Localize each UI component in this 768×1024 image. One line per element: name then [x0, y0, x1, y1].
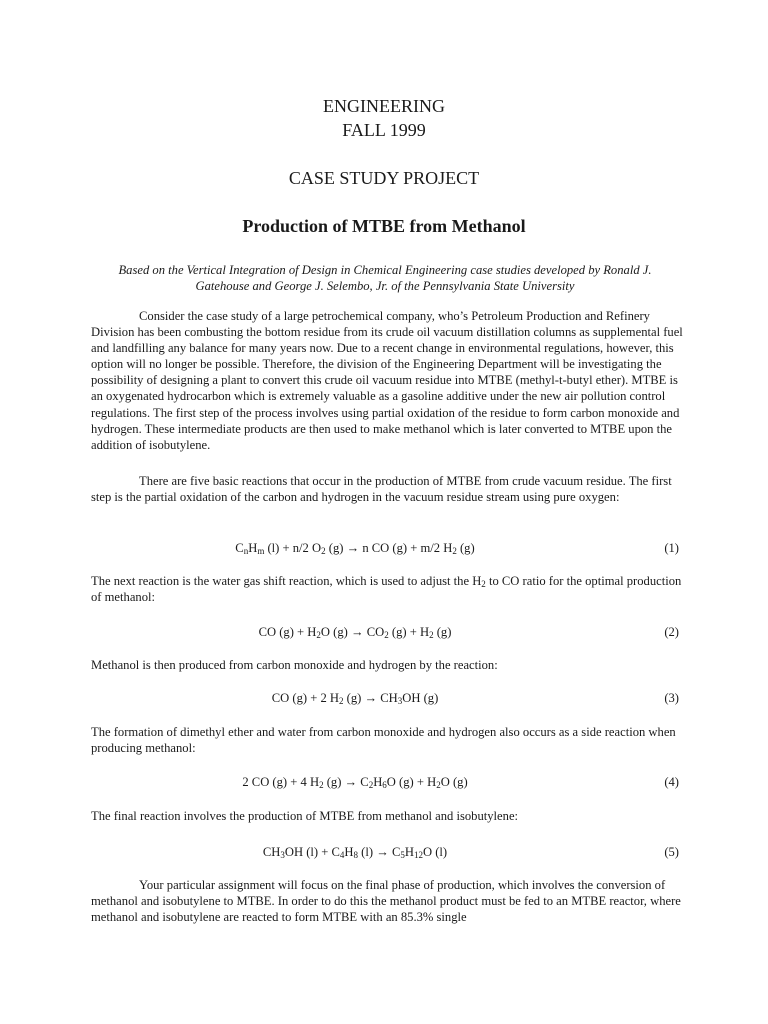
- paragraph-shift: The next reaction is the water gas shift reaction, which is used to adjust the $H_2$ to CO ratio for the optimal production of methanol:: [91, 574, 682, 605]
- equation-1-formula: $C_nH_m$ (l) + n/2 $O_2$ (g) → n CO (g) + m/2 $H_2$ (g): [235, 541, 475, 556]
- header-engineering: ENGINEERING: [323, 96, 445, 116]
- attribution-line-1: Based on the Vertical Integration of Design in Chemical Engineering case studies developed by Ronald J.: [118, 263, 652, 277]
- equation-2-number: (2): [664, 625, 679, 639]
- paragraph-reactions: There are five basic reactions that occur in the production of MTBE from crude vacuum residue. The first step is the partial oxidation of the carbon and hydrogen in the vacuum residue stream using pure oxygen:: [91, 474, 672, 505]
- paragraph-dme: The formation of dimethyl ether and water from carbon monoxide and hydrogen also occurs as a side reaction when producing methanol:: [91, 725, 676, 756]
- equation-3-number: (3): [664, 691, 679, 705]
- equation-5: [91, 843, 679, 861]
- equation-4-number: (4): [664, 775, 679, 789]
- paragraph-final: The final reaction involves the production of MTBE from methanol and isobutylene:: [91, 809, 519, 823]
- equation-5-formula: $CH_3OH$ $(l) + C_4H_8$ $(l) \to C_5H_{12}O$ (l): [262, 845, 448, 860]
- document-title: Production of MTBE from Methanol: [242, 216, 526, 236]
- paragraph-assignment: Your particular assignment will focus on the final phase of production, which involves the conversion of methanol and isobutylene to MTBE. In order to do this the methanol product must be fed to an MTBE reactor, where methanol and isobutylene are reacted to form MTBE with an 85.3% single: [91, 878, 681, 925]
- paragraph-methanol: Methanol is then produced from carbon monoxide and hydrogen by the reaction:: [91, 658, 498, 672]
- equation-5-number: (5): [664, 845, 679, 859]
- header-term: FALL 1999: [342, 120, 426, 140]
- attribution: [90, 262, 680, 294]
- equation-2: [91, 623, 679, 641]
- equation-4-formula: 2 CO (g) + 4 $H_2$ $(g) \to C_2H_6O$ $(g) + H_2O$ (g): [242, 775, 468, 790]
- header-project: CASE STUDY PROJECT: [288, 168, 480, 188]
- equation-2-formula: CO $(g) + H_2O$ $(g) \to CO_2$ $(g) + H_2$ (g): [258, 625, 452, 640]
- paragraph-intro: Consider the case study of a large petrochemical company, who’s Petroleum Production and Refinery Division has been combusting the bottom residue from its crude oil vacuum distillation columns as supplemental fuel and landfilling any balance for many years now. Due to a recent change in environmental regulations, however, this option will no longer be possible. Therefore, the division of the Engineering Department will be investigating the possibility of designing a plant to convert this crude oil vacuum residue into MTBE (methyl-t-butyl ether). MTBE is an oxygenated hydrocarbon which is extremely valuable as a gasoline additive under the new air pollution control regulations. The first step of the process involves using partial oxidation of the residue to form carbon monoxide and hydrogen. These intermediate products are then used to make methanol which is later converted to MTBE upon the addition of isobutylene.: [91, 309, 683, 452]
- equation-1: [91, 539, 679, 557]
- equation-3: [91, 689, 679, 707]
- equation-1-number: (1): [664, 541, 679, 555]
- attribution-line-2: Gatehouse and George J. Selembo, Jr. of the Pennsylvania State University: [195, 279, 575, 293]
- equation-3-formula: CO (g) + 2 $H_2$ $(g) \to CH_3OH$ (g): [271, 691, 439, 706]
- equation-4: [91, 773, 679, 791]
